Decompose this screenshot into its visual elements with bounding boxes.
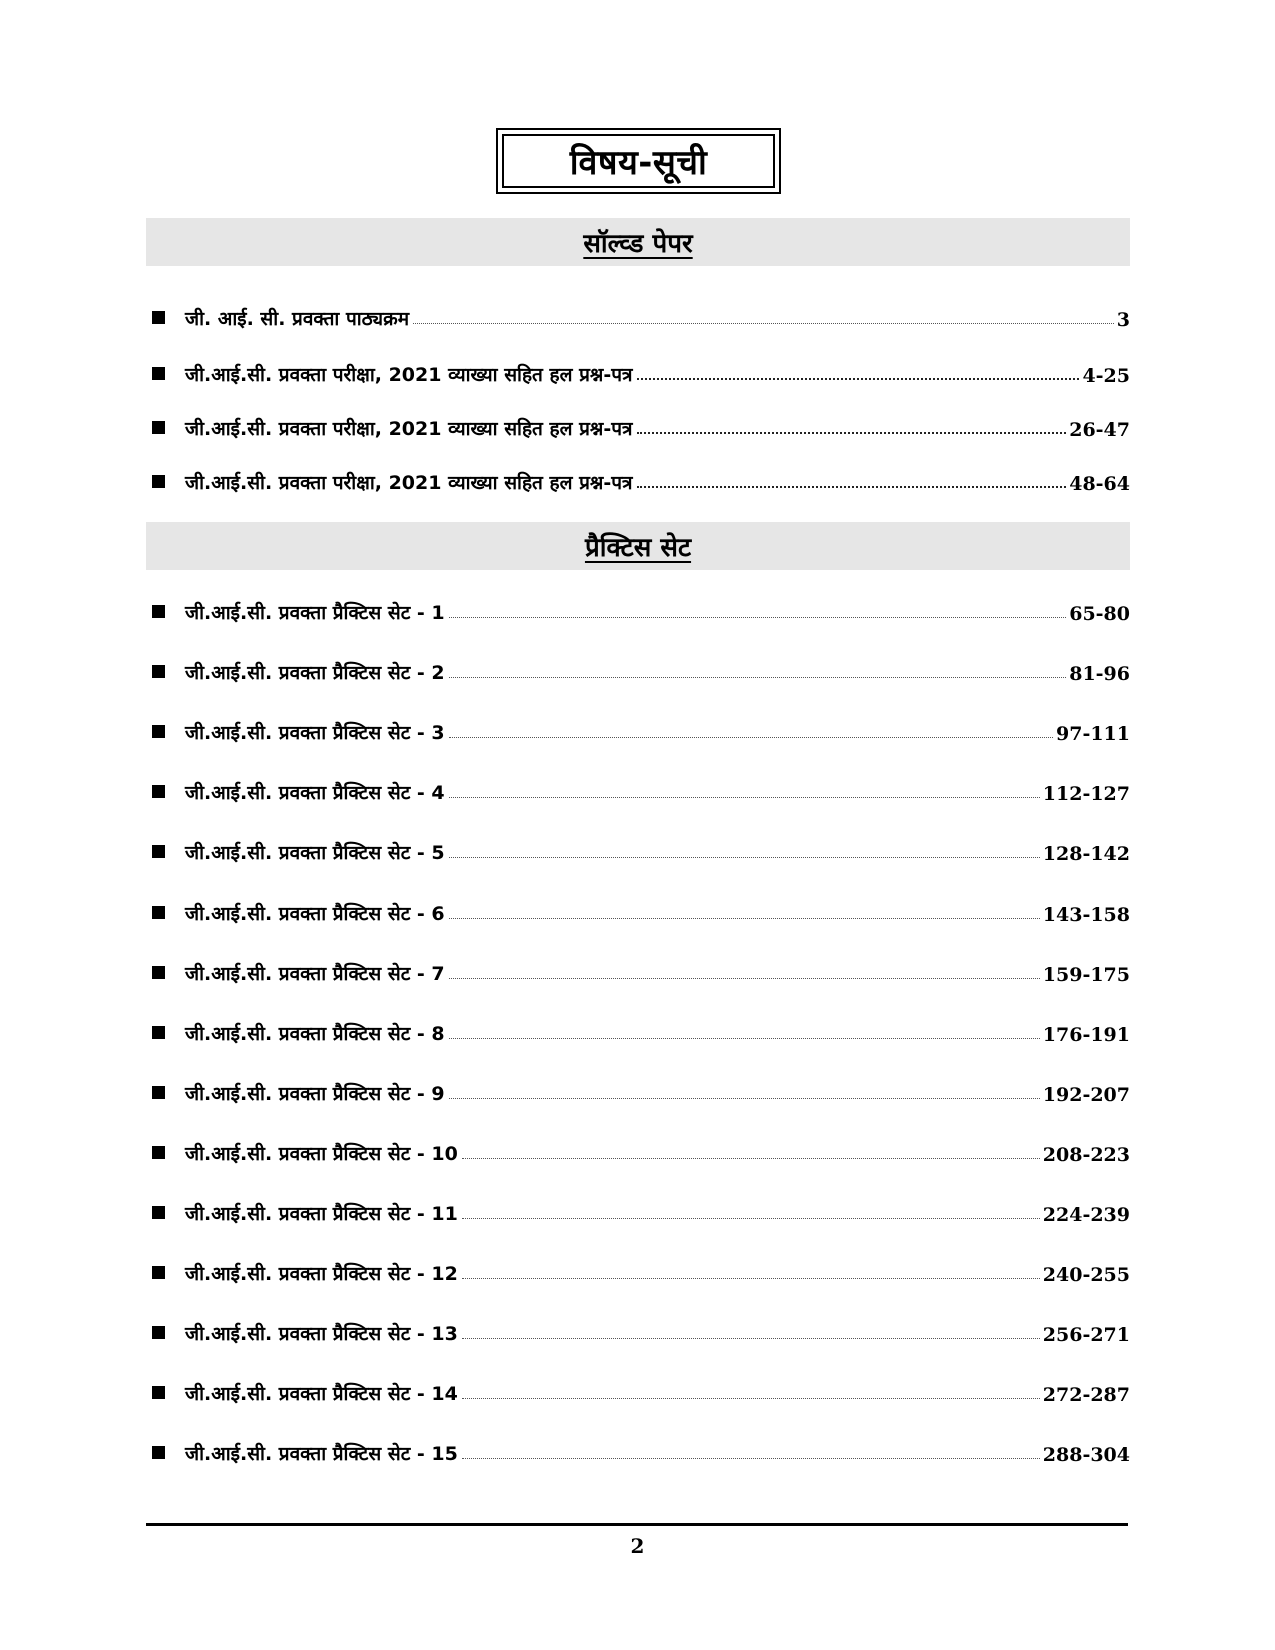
dot-leader	[449, 677, 1067, 678]
toc-entry-pages: 272-287	[1042, 1384, 1130, 1406]
dot-leader	[462, 1398, 1040, 1399]
square-bullet-icon	[152, 845, 165, 858]
toc-entry-pages: 81-96	[1069, 663, 1130, 685]
toc-entry-label: जी.आई.सी. प्रवक्ता प्रैक्टिस सेट - 10	[185, 1143, 458, 1165]
toc-entry-pages: 48-64	[1069, 473, 1130, 495]
square-bullet-icon	[152, 665, 165, 678]
toc-entry-label: जी.आई.सी. प्रवक्ता परीक्षा, 2021 व्याख्या सहित हल प्रश्न-पत्र	[185, 418, 633, 440]
toc-entry-label: जी.आई.सी. प्रवक्ता प्रैक्टिस सेट - 7	[185, 963, 445, 985]
toc-entry-pages: 176-191	[1042, 1024, 1130, 1046]
dot-leader	[413, 323, 1114, 324]
dot-leader	[637, 486, 1067, 488]
dot-leader	[637, 432, 1067, 434]
toc-entry-pages: 256-271	[1042, 1324, 1130, 1346]
square-bullet-icon	[152, 1446, 165, 1459]
dot-leader	[449, 1038, 1040, 1039]
square-bullet-icon	[152, 1386, 165, 1399]
toc-entry-pages: 288-304	[1042, 1444, 1130, 1466]
dot-leader	[637, 378, 1080, 380]
toc-entry-label: जी.आई.सी. प्रवक्ता प्रैक्टिस सेट - 14	[185, 1383, 458, 1405]
toc-entry[interactable]	[146, 1432, 1130, 1466]
square-bullet-icon	[152, 1026, 165, 1039]
toc-entry[interactable]	[146, 711, 1130, 745]
toc-entry[interactable]	[146, 1012, 1130, 1046]
toc-entry-label: जी.आई.सी. प्रवक्ता प्रैक्टिस सेट - 11	[185, 1203, 458, 1225]
toc-entry[interactable]	[146, 831, 1130, 865]
square-bullet-icon	[152, 421, 165, 434]
toc-entry[interactable]	[146, 892, 1130, 926]
square-bullet-icon	[152, 1326, 165, 1339]
footer-rule	[146, 1523, 1128, 1526]
square-bullet-icon	[152, 1206, 165, 1219]
toc-entry-label: जी.आई.सी. प्रवक्ता प्रैक्टिस सेट - 1	[185, 602, 445, 624]
toc-entry-pages: 240-255	[1042, 1264, 1130, 1286]
square-bullet-icon	[152, 1086, 165, 1099]
toc-title-inner-frame	[502, 134, 775, 188]
toc-entry[interactable]	[146, 952, 1130, 986]
toc-title-box	[496, 128, 781, 194]
toc-entry-pages: 128-142	[1042, 843, 1130, 865]
toc-entry-label: जी.आई.सी. प्रवक्ता प्रैक्टिस सेट - 13	[185, 1323, 458, 1345]
toc-title: विषय-सूची	[569, 143, 708, 183]
toc-entry[interactable]	[146, 1312, 1130, 1346]
section-header-solved-papers	[146, 218, 1130, 266]
dot-leader	[449, 797, 1040, 798]
square-bullet-icon	[152, 785, 165, 798]
toc-entry-pages: 224-239	[1042, 1204, 1130, 1226]
toc-entry-label: जी.आई.सी. प्रवक्ता प्रैक्टिस सेट - 6	[185, 903, 445, 925]
toc-entry-label: जी.आई.सी. प्रवक्ता प्रैक्टिस सेट - 3	[185, 722, 445, 744]
square-bullet-icon	[152, 311, 165, 324]
toc-entry[interactable]	[146, 407, 1130, 441]
square-bullet-icon	[152, 605, 165, 618]
toc-entry-pages: 3	[1116, 309, 1130, 331]
toc-entry[interactable]	[146, 1252, 1130, 1286]
toc-entry[interactable]	[146, 771, 1130, 805]
toc-entry-label: जी.आई.सी. प्रवक्ता परीक्षा, 2021 व्याख्या सहित हल प्रश्न-पत्र	[185, 472, 633, 494]
toc-entry-pages: 112-127	[1042, 783, 1130, 805]
dot-leader	[462, 1278, 1040, 1279]
toc-entry-label: जी.आई.सी. प्रवक्ता प्रैक्टिस सेट - 15	[185, 1443, 458, 1465]
dot-leader	[462, 1458, 1040, 1459]
toc-entry[interactable]	[146, 651, 1130, 685]
dot-leader	[449, 978, 1040, 979]
toc-entry-label: जी.आई.सी. प्रवक्ता प्रैक्टिस सेट - 12	[185, 1263, 458, 1285]
toc-entry-label: जी.आई.सी. प्रवक्ता प्रैक्टिस सेट - 4	[185, 782, 445, 804]
square-bullet-icon	[152, 906, 165, 919]
toc-entry-pages: 26-47	[1069, 419, 1130, 441]
dot-leader	[462, 1338, 1040, 1339]
toc-entry-pages: 97-111	[1056, 723, 1130, 745]
toc-entry[interactable]	[146, 353, 1130, 387]
dot-leader	[449, 918, 1040, 919]
toc-entry-label: जी. आई. सी. प्रवक्ता पाठ्यक्रम	[185, 308, 410, 330]
section-title-solved-papers: सॉल्व्ड पेपर	[583, 229, 693, 259]
dot-leader	[449, 857, 1040, 858]
toc-entry-pages: 143-158	[1042, 904, 1130, 926]
toc-entry-label: जी.आई.सी. प्रवक्ता प्रैक्टिस सेट - 8	[185, 1023, 445, 1045]
square-bullet-icon	[152, 966, 165, 979]
toc-entry-label: जी.आई.सी. प्रवक्ता परीक्षा, 2021 व्याख्या सहित हल प्रश्न-पत्र	[185, 364, 633, 386]
toc-entry-pages: 208-223	[1042, 1144, 1130, 1166]
toc-entry-label: जी.आई.सी. प्रवक्ता प्रैक्टिस सेट - 2	[185, 662, 445, 684]
square-bullet-icon	[152, 1266, 165, 1279]
dot-leader	[449, 617, 1067, 618]
square-bullet-icon	[152, 367, 165, 380]
toc-entry-pages: 192-207	[1042, 1084, 1130, 1106]
section-header-practice-sets	[146, 522, 1130, 570]
toc-entry-label: जी.आई.सी. प्रवक्ता प्रैक्टिस सेट - 9	[185, 1083, 445, 1105]
toc-entry[interactable]	[146, 1372, 1130, 1406]
page-number: 2	[630, 1534, 645, 1558]
dot-leader	[462, 1158, 1040, 1159]
toc-entry-pages: 159-175	[1042, 964, 1130, 986]
toc-entry[interactable]	[146, 591, 1130, 625]
toc-entry[interactable]	[146, 1072, 1130, 1106]
toc-entry[interactable]	[146, 461, 1130, 495]
toc-entry-pages: 65-80	[1069, 603, 1130, 625]
dot-leader	[449, 1098, 1040, 1099]
toc-entry[interactable]	[146, 1192, 1130, 1226]
dot-leader	[462, 1218, 1040, 1219]
square-bullet-icon	[152, 475, 165, 488]
section-title-practice-sets: प्रैक्टिस सेट	[584, 533, 692, 563]
toc-entry[interactable]	[146, 1132, 1130, 1166]
toc-entry-label: जी.आई.सी. प्रवक्ता प्रैक्टिस सेट - 5	[185, 842, 445, 864]
toc-entry[interactable]	[146, 297, 1130, 331]
dot-leader	[449, 737, 1053, 738]
square-bullet-icon	[152, 725, 165, 738]
square-bullet-icon	[152, 1146, 165, 1159]
toc-entry-pages: 4-25	[1082, 365, 1130, 387]
